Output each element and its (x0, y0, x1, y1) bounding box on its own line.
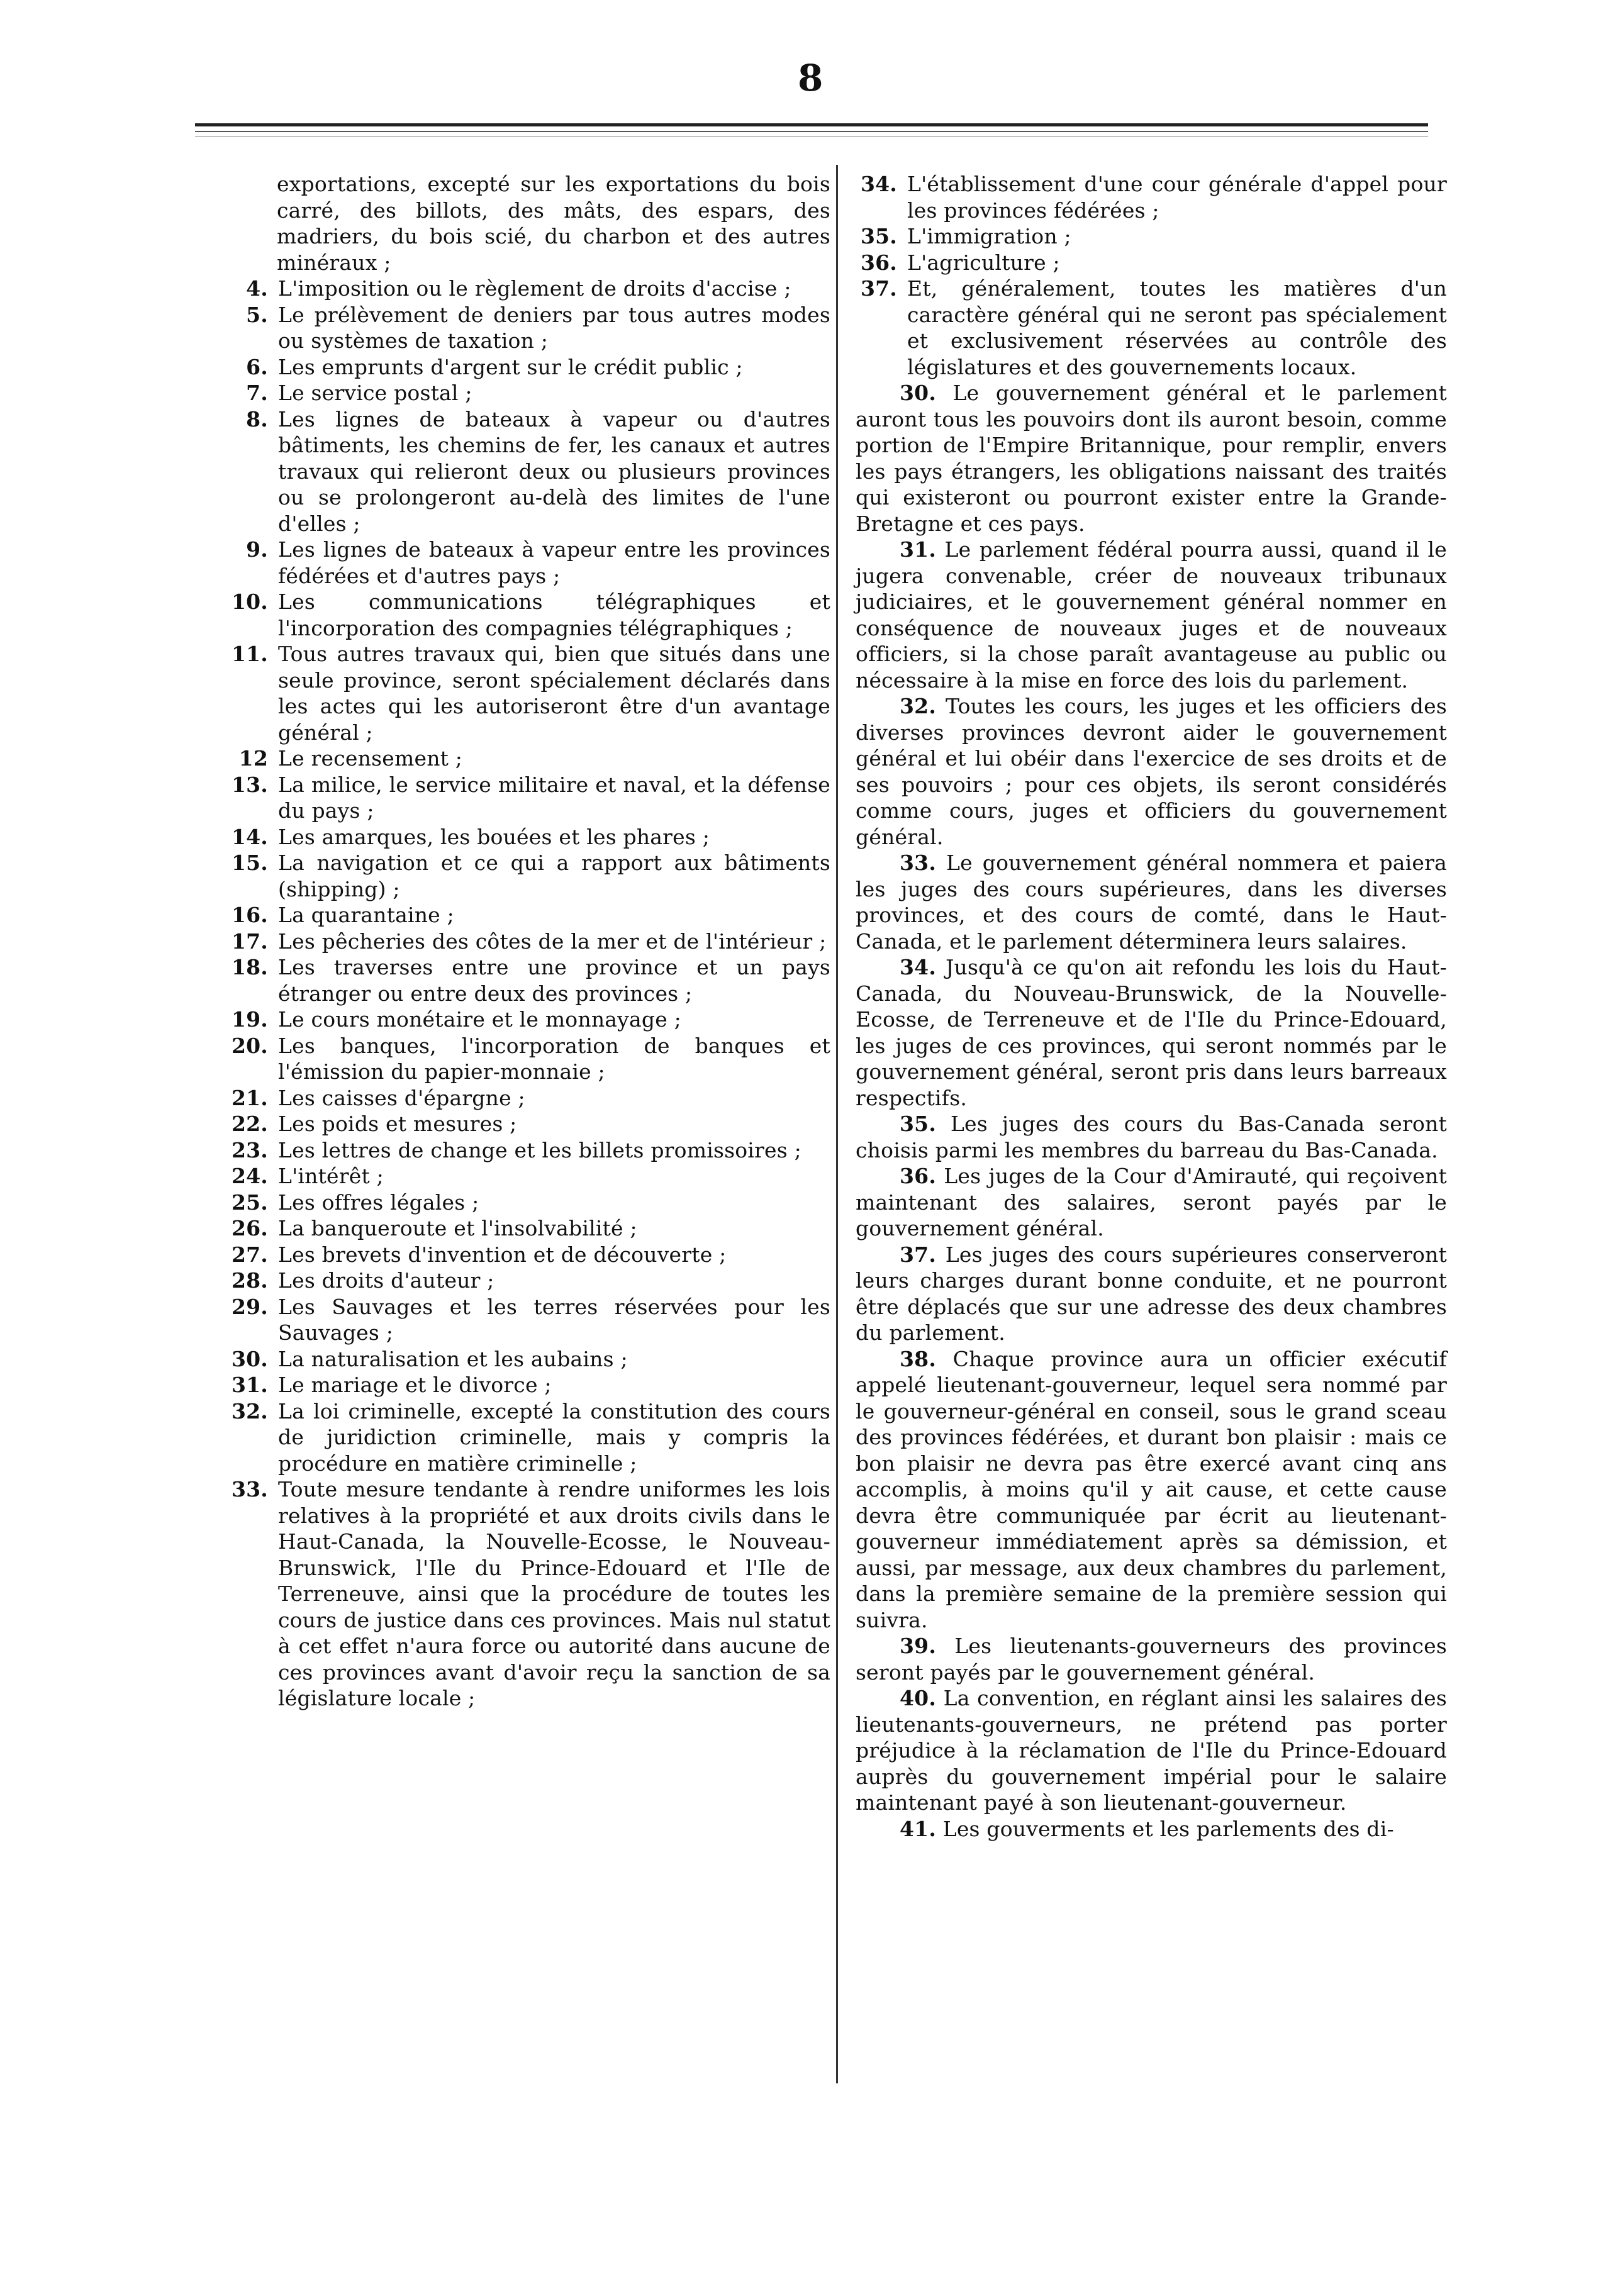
item-number: 15. (231, 850, 268, 875)
item-number: 16. (231, 903, 268, 927)
article-paragraph (856, 954, 1447, 1111)
list-item (226, 1268, 830, 1294)
item-number: 36. (860, 250, 897, 275)
list-item (856, 223, 1447, 250)
item-number: 32. (231, 1398, 268, 1424)
item-number: 6. (246, 354, 268, 379)
article-text: La convention, en réglant ainsi les salaires des lieutenants-gouverneurs, ne prétend pas porter préjudice à la réclamation de l'Ile du Prince-Edouard auprès du gouvernement impérial pour le salaire maintenant payé à son lieutenant-gouverneur. (856, 1686, 1447, 1815)
item-number: 10. (231, 589, 268, 614)
item-text: L'établissement d'une cour générale d'appel pour les provinces fédérées ; (907, 172, 1447, 223)
list-item (226, 772, 830, 824)
item-text: Les Sauvages et les terres réservées pour les Sauvages ; (278, 1294, 830, 1345)
list-item (226, 1398, 830, 1477)
article-paragraph (856, 1242, 1447, 1346)
item-text: Et, généralement, toutes les matières d'un caractère général qui ne seront pas spécialement et exclusivement réservées au contrôle des législatures et des gouvernements locaux. (907, 276, 1447, 379)
article-number: 36. (900, 1164, 937, 1188)
list-item (226, 537, 830, 589)
item-text: Les offres légales ; (278, 1190, 479, 1215)
item-number: 20. (231, 1033, 268, 1058)
item-text: Le service postal ; (278, 381, 472, 405)
item-number: 30. (231, 1346, 268, 1371)
item-number: 18. (231, 955, 268, 979)
item-text: La quarantaine ; (278, 903, 454, 927)
item-text: L'intérêt ; (278, 1164, 384, 1188)
item-number: 8. (246, 406, 268, 432)
article-number: 31. (900, 537, 937, 562)
item-text: La naturalisation et les aubains ; (278, 1346, 628, 1371)
article-number: 38. (900, 1346, 937, 1371)
item-number: 25. (231, 1190, 268, 1215)
item-number: 33. (231, 1477, 268, 1502)
item-number: 26. (231, 1216, 268, 1240)
item-text: Le prélèvement de deniers par tous autres modes ou systèmes de taxation ; (278, 302, 830, 353)
list-item (226, 1163, 830, 1190)
item-text: Les banques, l'incorporation de banques et l'émission du papier-monnaie ; (278, 1033, 830, 1084)
item-text: La milice, le service militaire et naval, et la défense du pays ; (278, 772, 830, 823)
item-text: Les pêcheries des côtes de la mer et de l'intérieur ; (278, 928, 827, 954)
item-text: Les poids et mesures ; (278, 1112, 517, 1136)
header-rule-hairline (195, 136, 1428, 137)
federal-powers-list (226, 276, 830, 1712)
list-item (226, 1137, 830, 1164)
right-column (856, 171, 1447, 1842)
article-paragraph (856, 1346, 1447, 1634)
article-text: Les juges des cours supérieures conserveront leurs charges durant bonne conduite, et ne pourront être déplacés que sur une adresse des deux chambres du parlement. (856, 1242, 1447, 1345)
item-number: 28. (231, 1268, 268, 1293)
list-item (226, 1242, 830, 1268)
article-text: Les juges des cours du Bas-Canada seront choisis parmi les membres du barreau du Bas-Canada. (856, 1112, 1447, 1162)
list-item (226, 745, 830, 772)
article-paragraph (856, 1163, 1447, 1242)
column-divider (836, 165, 838, 2083)
item-number: 21. (231, 1085, 268, 1110)
item-text: Tous autres travaux qui, bien que situés dans une seule province, seront spécialement déclarés dans les actes qui les autoriseront être d'un avantage général ; (278, 642, 830, 745)
item-number: 17. (231, 928, 268, 954)
item-text: Les lettres de change et les billets promissoires ; (278, 1137, 801, 1162)
item-number: 5. (246, 302, 268, 327)
list-item (226, 1111, 830, 1137)
list-item (226, 354, 830, 381)
item-text: Le recensement ; (278, 746, 463, 771)
item-text: Les caisses d'épargne ; (278, 1085, 525, 1110)
item-number: 14. (231, 824, 268, 849)
article-paragraph (856, 1816, 1447, 1842)
item-text: La navigation et ce qui a rapport aux bâtiments (shipping) ; (278, 850, 830, 901)
item-text: L'imposition ou le règlement de droits d'accise ; (278, 276, 791, 301)
item-number: 23. (231, 1137, 268, 1162)
article-number: 34. (900, 955, 937, 979)
item-number: 29. (231, 1294, 268, 1319)
article-number: 35. (900, 1112, 937, 1136)
item-number: 19. (231, 1007, 268, 1032)
page-number: 8 (798, 57, 824, 99)
list-item (226, 902, 830, 928)
item-text: Les emprunts d'argent sur le crédit public ; (278, 354, 743, 379)
list-item (226, 380, 830, 406)
article-number: 32. (900, 694, 937, 718)
article-text: Toutes les cours, les juges et les officiers des diverses provinces devront aider le gouvernement général et lui obéir dans l'exercice de ses droits et de ses pouvoirs ; pour ces objets, ils seront considérés comme cours, juges et officiers du gouvernement général. (856, 694, 1447, 849)
article-paragraph (856, 1685, 1447, 1816)
list-item (226, 824, 830, 850)
item-text: Le cours monétaire et le monnayage ; (278, 1007, 681, 1032)
article-text: Le parlement fédéral pourra aussi, quand il le jugera convenable, créer de nouveaux tribunaux judiciaires, et le gouvernement général nommer en conséquence de nouveaux juges et de nouveaux officiers, si la chose paraît avantageuse au public ou nécessaire à la mise en force des lois du parlement. (856, 537, 1447, 693)
article-text: Jusqu'à ce qu'on ait refondu les lois du Haut-Canada, du Nouveau-Brunswick, de la Nouvelle-Ecosse, de Terreneuve et de l'Ile du Prince-Edouard, les juges de ces provinces, qui seront nommés par le gouvernement général, seront pris dans leurs barreaux respectifs. (856, 955, 1447, 1110)
article-text: Les gouverments et les parlements des di- (942, 1816, 1394, 1841)
list-item (226, 406, 830, 537)
articles-list (856, 380, 1447, 1842)
list-item (226, 928, 830, 955)
item-text: Les droits d'auteur ; (278, 1268, 494, 1293)
article-paragraph (856, 380, 1447, 537)
item-number: 27. (231, 1242, 268, 1267)
item-text: Le mariage et le divorce ; (278, 1373, 552, 1397)
item-text: Les communications télégraphiques et l'incorporation des compagnies télégraphiques ; (278, 589, 830, 640)
header-rule (195, 123, 1428, 126)
item-number: 34. (860, 172, 897, 196)
article-text: Les juges de la Cour d'Amirauté, qui reçoivent maintenant des salaires, seront payés par le gouvernement général. (856, 1164, 1447, 1240)
item-text: La loi criminelle, excepté la constitution des cours de juridiction criminelle, mais y compris la procédure en matière criminelle ; (278, 1398, 830, 1476)
article-text: Chaque province aura un officier exécutif appelé lieutenant-gouverneur, lequel sera nommé par le gouverneur-général en conseil, sous le grand sceau des provinces fédérées, et durant bon plaisir : mais ce bon plaisir ne devra pas être exercé avant cinq ans accomplis, à moins qu'il y ait cause, et cette cause devra être communiquée par écrit au lieutenant-gouverneur immédiatement après sa démission, et aussi, par message, aux deux chambres du parlement, dans la première semaine de la première session qui suivra. (856, 1346, 1447, 1632)
article-number: 37. (900, 1242, 937, 1267)
article-number: 30. (900, 381, 937, 405)
list-item (226, 641, 830, 745)
item-number: 22. (231, 1112, 268, 1136)
item-text: Les amarques, les bouées et les phares ; (278, 824, 710, 849)
item-number: 4. (246, 276, 268, 301)
item-number: 35. (860, 224, 897, 248)
article-paragraph (856, 537, 1447, 693)
item-text: Les traverses entre une province et un pays étranger ou entre deux des provinces ; (278, 955, 830, 1006)
item-text: Les lignes de bateaux à vapeur entre les provinces fédérées et d'autres pays ; (278, 537, 830, 588)
article-paragraph (856, 693, 1447, 850)
list-item (226, 954, 830, 1006)
header-rule-thin (195, 131, 1428, 132)
list-item (856, 171, 1447, 223)
list-item (856, 276, 1447, 380)
list-item (226, 1372, 830, 1398)
item-number: 7. (246, 381, 268, 405)
list-item (226, 1006, 830, 1033)
article-number: 39. (900, 1634, 937, 1658)
continuation-text: exportations, excepté sur les exportations du bois carré, des billots, des mâts, des espars, des madriers, du bois scié, du charbon et des autres minéraux ; (277, 172, 830, 275)
item-number: 31. (231, 1373, 268, 1397)
list-item (226, 589, 830, 641)
item-text: L'agriculture ; (907, 250, 1060, 275)
list-item (226, 1033, 830, 1085)
federal-powers-list-continued (856, 171, 1447, 380)
list-item (226, 1190, 830, 1216)
item-text: La banqueroute et l'insolvabilité ; (278, 1216, 637, 1240)
item-text: Toute mesure tendante à rendre uniformes les lois relatives à la propriété et aux droits civils dans le Haut-Canada, la Nouvelle-Ecosse, le Nouveau-Brunswick, l'Ile du Prince-Edouard et l'Ile de Terreneuve, ainsi que la procédure de toutes les cours de justice dans ces provinces. Mais nul statut à cet effet n'aura force ou autorité dans aucune de ces provinces avant d'avoir reçu la sanction de sa législature locale ; (278, 1477, 830, 1710)
item-number: 9. (246, 537, 268, 562)
item-number: 11. (231, 642, 268, 666)
article-number: 41. (900, 1816, 937, 1841)
article-text: Les lieutenants-gouverneurs des provinces seront payés par le gouvernement général. (856, 1634, 1447, 1685)
article-paragraph (856, 850, 1447, 954)
article-text: Le gouvernement général nommera et paiera les juges des cours supérieures, dans les diverses provinces, et des cours de comté, dans le Haut-Canada, et le parlement déterminera leurs salaires. (856, 850, 1447, 954)
list-item (226, 1294, 830, 1346)
list-item (856, 250, 1447, 276)
list-item (226, 276, 830, 302)
list-item (226, 1215, 830, 1242)
list-item (226, 1346, 830, 1373)
list-item (226, 302, 830, 354)
item-number: 12 (238, 746, 268, 771)
item-text: Les lignes de bateaux à vapeur ou d'autres bâtiments, les chemins de fer, les canaux et autres travaux qui relieront deux ou plusieurs provinces ou se prolongeront au-delà des limites de l'une d'elles ; (278, 406, 830, 536)
list-item (226, 1476, 830, 1712)
article-paragraph (856, 1111, 1447, 1163)
article-text: Le gouvernement général et le parlement auront tous les pouvoirs dont ils auront besoin, comme portion de l'Empire Britannique, pour remplir, envers les pays étrangers, les obligations naissant des traités qui existeront ou pourront exister entre la Grande-Bretagne et ces pays. (856, 381, 1447, 536)
item-text: L'immigration ; (907, 224, 1071, 248)
list-item (226, 850, 830, 902)
article-number: 40. (900, 1686, 937, 1710)
item-text: Les brevets d'invention et de découverte ; (278, 1242, 727, 1267)
list-item (226, 1085, 830, 1112)
article-paragraph (856, 1633, 1447, 1685)
item-number: 37. (860, 276, 897, 301)
item-number: 24. (231, 1164, 268, 1188)
left-column (226, 171, 830, 1712)
article-number: 33. (900, 850, 937, 875)
item-number: 13. (231, 772, 268, 797)
